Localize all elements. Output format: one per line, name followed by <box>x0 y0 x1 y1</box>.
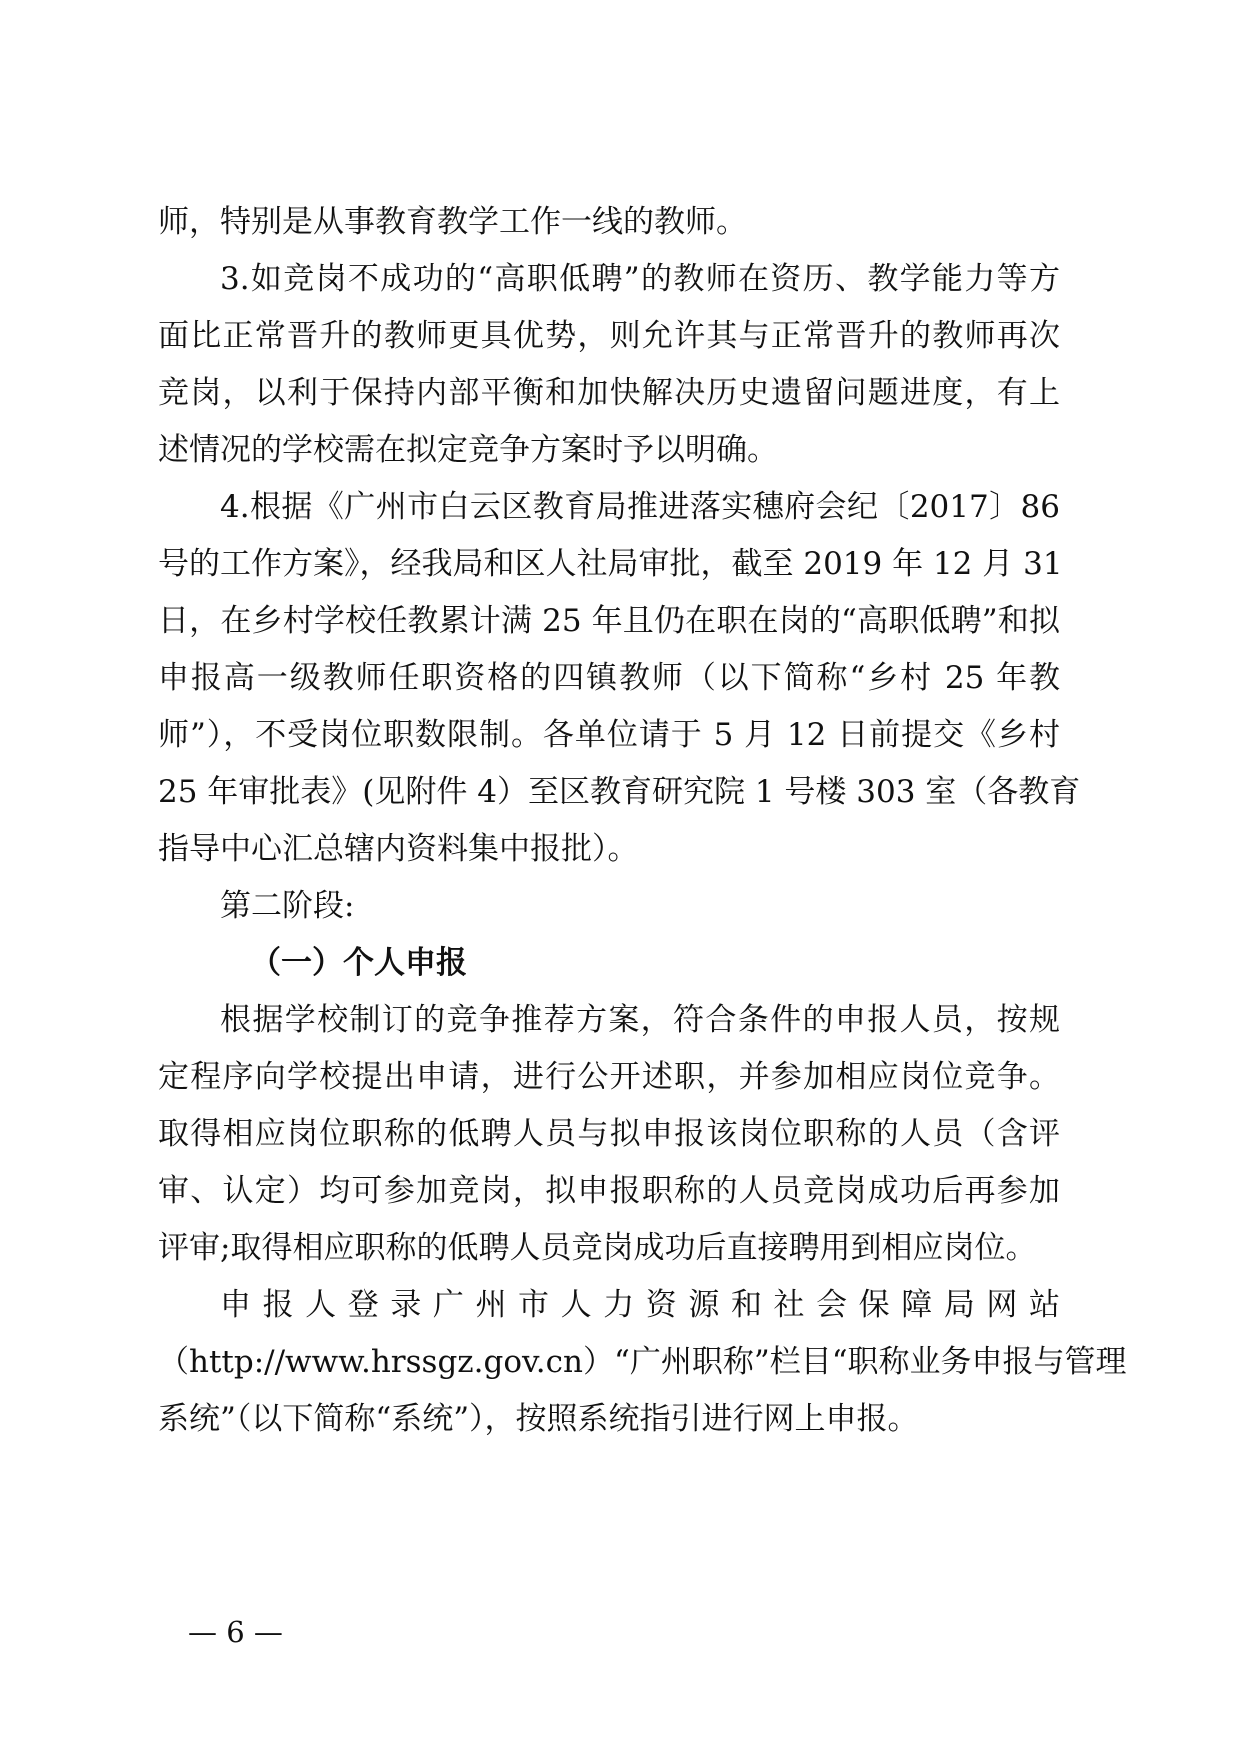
paragraph-line: 系统”（以下简称“系统”），按照系统指引进行网上申报。 <box>158 1401 919 1437</box>
paragraph-line: （http://www.hrssgz.gov.cn）“广州职称”栏目“职称业务申报与管理 <box>158 1344 1127 1380</box>
paragraph-line: 定程序向学校提出申请，进行公开述职，并参加相应岗位竞争。 <box>158 1059 1060 1095</box>
paragraph-line: 4.根据《广州市白云区教育局推进落实穗府会纪〔2017〕86 <box>220 489 1060 525</box>
paragraph-line: 申报高一级教师任职资格的四镇教师（以下简称“乡村 25 年教 <box>158 660 1060 696</box>
paragraph-line: 述情况的学校需在拟定竞争方案时予以明确。 <box>158 432 778 468</box>
page-number: — 6 — <box>188 1615 283 1649</box>
section-label: 第二阶段: <box>220 888 355 924</box>
paragraph-line: 师，特别是从事教育教学工作一线的教师。 <box>158 204 747 240</box>
paragraph-line: 竞岗，以利于保持内部平衡和加快解决历史遗留问题进度，有上 <box>158 375 1060 411</box>
paragraph-line: 根据学校制订的竞争推荐方案，符合条件的申报人员，按规 <box>220 1002 1060 1038</box>
paragraph-line: 审、认定）均可参加竞岗，拟申报职称的人员竞岗成功后再参加 <box>158 1173 1060 1209</box>
paragraph-line: 3.如竞岗不成功的“高职低聘”的教师在资历、教学能力等方 <box>220 261 1060 297</box>
paragraph-line: 师”），不受岗位职数限制。各单位请于 5 月 12 日前提交《乡村 <box>158 717 1060 753</box>
paragraph-line: 25 年审批表》(见附件 4）至区教育研究院 1 号楼 303 室（各教育 <box>158 774 1081 810</box>
paragraph-line: 取得相应岗位职称的低聘人员与拟申报该岗位职称的人员（含评 <box>158 1116 1060 1152</box>
section-heading: （一）个人申报 <box>250 945 467 981</box>
paragraph-line: 号的工作方案》，经我局和区人社局审批，截至 2019 年 12 月 31 <box>158 546 1063 582</box>
paragraph-line: 面比正常晋升的教师更具优势，则允许其与正常晋升的教师再次 <box>158 318 1060 354</box>
paragraph-line: 日，在乡村学校任教累计满 25 年且仍在职在岗的“高职低聘”和拟 <box>158 603 1060 639</box>
paragraph-line: 评审;取得相应职称的低聘人员竞岗成功后直接聘用到相应岗位。 <box>158 1230 1037 1266</box>
paragraph-line: 申报人登录广州市人力资源和社会保障局网站 <box>220 1287 1060 1323</box>
paragraph-line: 指导中心汇总辖内资料集中报批）。 <box>158 831 639 867</box>
